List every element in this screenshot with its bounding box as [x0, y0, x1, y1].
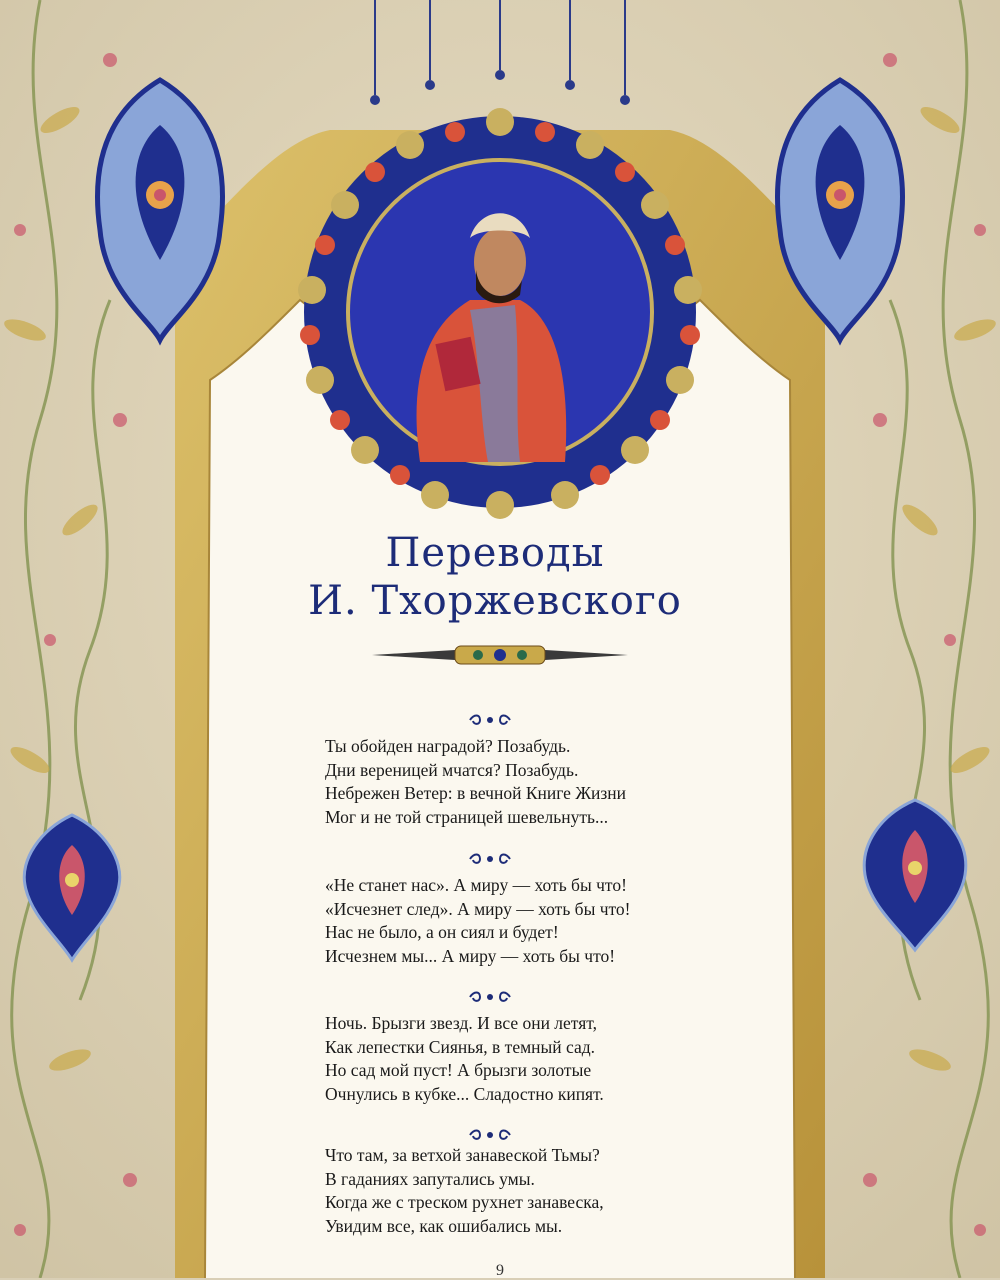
stanza-2	[325, 874, 725, 968]
verse-line: Небрежен Ветер: в вечной Книге Жизни	[325, 783, 627, 803]
verse-line: Как лепестки Сиянья, в темный сад.	[325, 1036, 596, 1057]
stanza-divider-ornament	[460, 1128, 520, 1142]
stanza-divider-ornament	[460, 990, 520, 1004]
page-title-line2: И. Тхоржевского	[308, 578, 682, 624]
verse-line: В гаданиях запутались умы.	[325, 1168, 535, 1189]
verse-line: Что там, за ветхой занавеской Тьмы?	[325, 1145, 600, 1165]
page-number: 9	[496, 1262, 504, 1279]
stanza-3	[325, 1012, 725, 1106]
page-title-line1: Переводы	[385, 530, 605, 576]
verse-line: «Исчезнет след». А миру — хоть бы что!	[325, 898, 631, 919]
verse-line: Но сад мой пуст! А брызги золотые	[325, 1060, 592, 1080]
verse-line: Исчезнем мы... А миру — хоть бы что!	[325, 945, 616, 966]
verse-line: Ты обойден наградой? Позабудь.	[325, 736, 571, 756]
verse-line: Дни вереницей мчатся? Позабудь.	[325, 759, 579, 780]
stanza-1	[325, 735, 725, 829]
verse-line: «Не станет нас». А миру — хоть бы что!	[325, 875, 627, 895]
stanza-4	[325, 1144, 725, 1238]
verse-line: Когда же с треском рухнет занавеска,	[325, 1192, 604, 1212]
verse-line: Нас не было, а он сиял и будет!	[325, 922, 559, 942]
stanza-divider-ornament	[460, 713, 520, 727]
verse-line: Мог и не той страницей шевельнуть...	[325, 806, 609, 827]
verse-line: Очнулись в кубке... Сладостно кипят.	[325, 1083, 604, 1104]
verse-line: Увидим все, как ошибались мы.	[325, 1215, 563, 1236]
stanza-divider-ornament	[460, 852, 520, 866]
verse-line: Ночь. Брызги звезд. И все они летят,	[325, 1013, 597, 1033]
